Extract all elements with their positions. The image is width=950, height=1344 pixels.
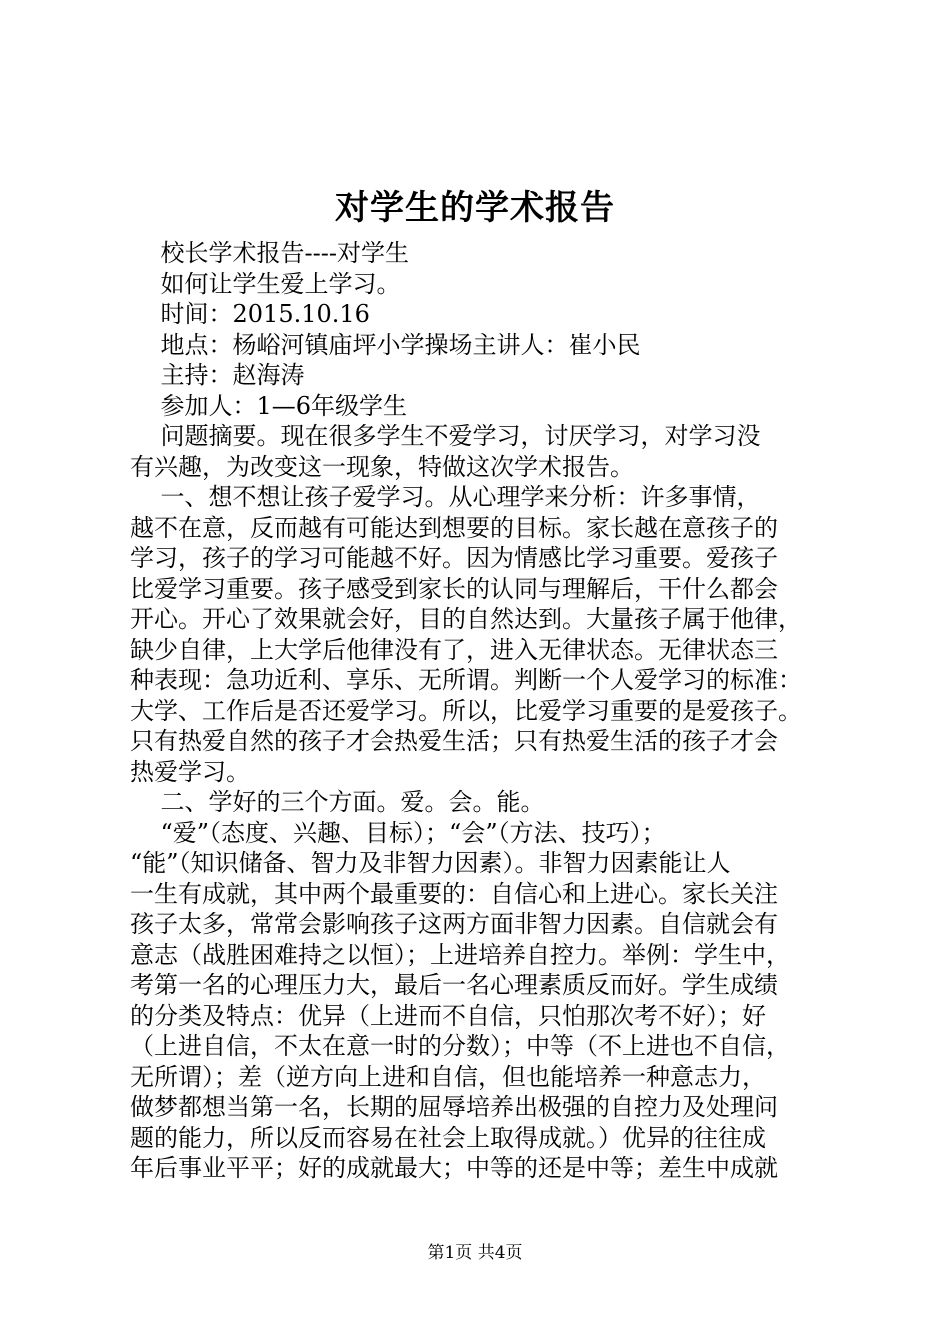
body-line: 一生有成就，其中两个最重要的：自信心和上进心。家长关注 xyxy=(130,879,778,908)
body-line: 只有热爱自然的孩子才会热爱生活；只有热爱生活的孩子才会 xyxy=(130,727,778,755)
body-line: 学习，孩子的学习可能越不好。因为情感比学习重要。爱孩子 xyxy=(130,544,778,572)
body-line: 开心。开心了效果就会好，目的自然达到。大量孩子属于他律， xyxy=(130,605,802,633)
body-line: 二、学好的三个方面。爱。会。能。 xyxy=(130,788,545,816)
page-footer: 第1页 共4页 xyxy=(427,1243,523,1263)
document-body xyxy=(130,238,830,1184)
body-line: 缺少自律，上大学后他律没有了，进入无律状态。无律状态三 xyxy=(130,635,778,664)
body-line: 主持：赵海涛 xyxy=(130,361,305,389)
body-line: 意志（战胜困难持之以恒）；上进培养自控力。举例：学生中， xyxy=(130,940,790,969)
body-line: 参加人：1—6年级学生 xyxy=(130,391,408,420)
body-line: 比爱学习重要。孩子感受到家长的认同与理解后，干什么都会 xyxy=(130,574,778,603)
body-line: 时间：2015.10.16 xyxy=(130,300,370,328)
body-line: 校长学术报告----对学生 xyxy=(130,239,409,267)
body-line: 做梦都想当第一名，长期的屈辱培养出极强的自控力及处理问 xyxy=(130,1093,778,1121)
body-line: 种表现：急功近利、享乐、无所谓。判断一个人爱学习的标准： xyxy=(130,666,802,694)
body-line: 问题摘要。现在很多学生不爱学习，讨厌学习，对学习没 xyxy=(130,422,761,450)
body-line: 的分类及特点：优异（上进而不自信，只怕那次考不好）；好 xyxy=(130,1001,766,1030)
body-line: 无所谓）；差（逆方向上进和自信，但也能培养一种意志力， xyxy=(130,1062,766,1091)
body-line: 有兴趣，为改变这一现象，特做这次学术报告。 xyxy=(130,452,634,481)
body-line: 题的能力，所以反而容易在社会上取得成就。）优异的往往成 xyxy=(130,1123,766,1152)
body-line: （上进自信，不太在意一时的分数）；中等（不上进也不自信， xyxy=(130,1032,790,1060)
body-line: 热爱学习。 xyxy=(130,757,250,786)
body-line: 大学、工作后是否还爱学习。所以，比爱学习重要的是爱孩子。 xyxy=(130,696,802,725)
body-line: 一、想不想让孩子爱学习。从心理学来分析：许多事情， xyxy=(130,483,761,511)
body-line: 考第一名的心理压力大，最后一名心理素质反而好。学生成绩 xyxy=(130,971,778,999)
body-line: 越不在意，反而越有可能达到想要的目标。家长越在意孩子的 xyxy=(130,513,778,542)
body-line: 孩子太多，常常会影响孩子这两方面非智力因素。自信就会有 xyxy=(130,910,778,938)
body-line: “爱”（态度、兴趣、目标）；“会”（方法、技巧）； xyxy=(130,818,666,847)
body-line: “能”（知识储备、智力及非智力因素）。非智力因素能让人 xyxy=(130,849,731,877)
document-title: 对学生的学术报告 xyxy=(335,188,615,228)
body-line: 如何让学生爱上学习。 xyxy=(130,269,401,298)
body-line: 地点：杨峪河镇庙坪小学操场主讲人：崔小民 xyxy=(130,330,641,359)
body-line: 年后事业平平；好的成就最大；中等的还是中等；差生中成就 xyxy=(130,1154,778,1182)
